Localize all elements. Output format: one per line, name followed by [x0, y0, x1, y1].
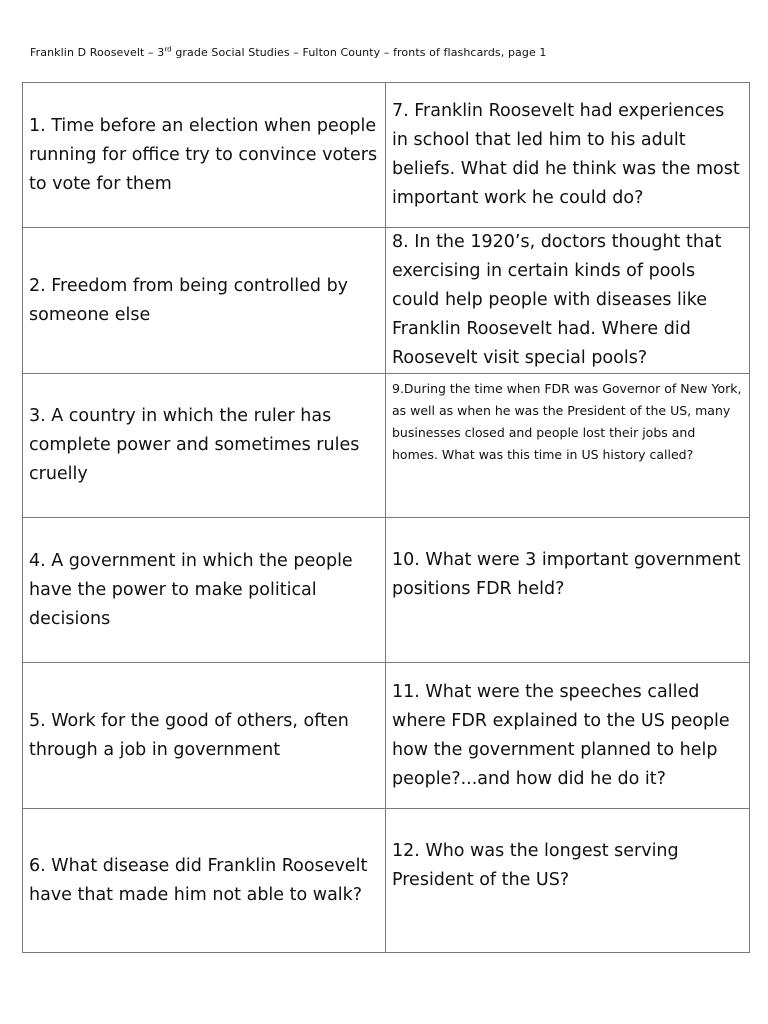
flashcard-3: 3. A country in which the ruler has complete power and sometimes rules cruelly	[23, 374, 386, 518]
flashcard-12: 12. Who was the longest serving President of the US?	[386, 809, 750, 953]
flashcard-row	[23, 228, 750, 374]
flashcard-1: 1. Time before an election when people running for office try to convince voters to vote for them	[23, 83, 386, 228]
flashcard-row	[23, 663, 750, 809]
flashcard-2: 2. Freedom from being controlled by someone else	[23, 228, 386, 374]
flashcard-7: 7. Franklin Roosevelt had experiences in school that led him to his adult beliefs. What did he think was the most important work he could do?	[386, 83, 750, 228]
header-prefix: Franklin D Roosevelt – 3	[30, 46, 165, 59]
header-suffix: grade Social Studies – Fulton County – fronts of flashcards, page 1	[171, 46, 547, 59]
page-header	[30, 46, 547, 59]
flashcard-5: 5. Work for the good of others, often through a job in government	[23, 663, 386, 809]
flashcard-row	[23, 809, 750, 953]
flashcard-4: 4. A government in which the people have the power to make political decisions	[23, 518, 386, 663]
flashcard-row	[23, 374, 750, 518]
flashcard-row	[23, 518, 750, 663]
flashcard-10: 10. What were 3 important government positions FDR held?	[386, 518, 750, 663]
flashcard-6: 6. What disease did Franklin Roosevelt have that made him not able to walk?	[23, 809, 386, 953]
flashcard-11: 11. What were the speeches called where FDR explained to the US people how the government planned to help people?...and how did he do it?	[386, 663, 750, 809]
flashcard-8: 8. In the 1920’s, doctors thought that exercising in certain kinds of pools could help people with diseases like Franklin Roosevelt had. Where did Roosevelt visit special pools?	[386, 228, 750, 374]
flashcard-9: 9.During the time when FDR was Governor of New York, as well as when he was the President of the US, many businesses closed and people lost their jobs and homes. What was this time in US history called?	[386, 374, 750, 518]
flashcard-grid	[22, 82, 750, 953]
flashcard-row	[23, 83, 750, 228]
header-superscript: rd	[164, 45, 172, 54]
